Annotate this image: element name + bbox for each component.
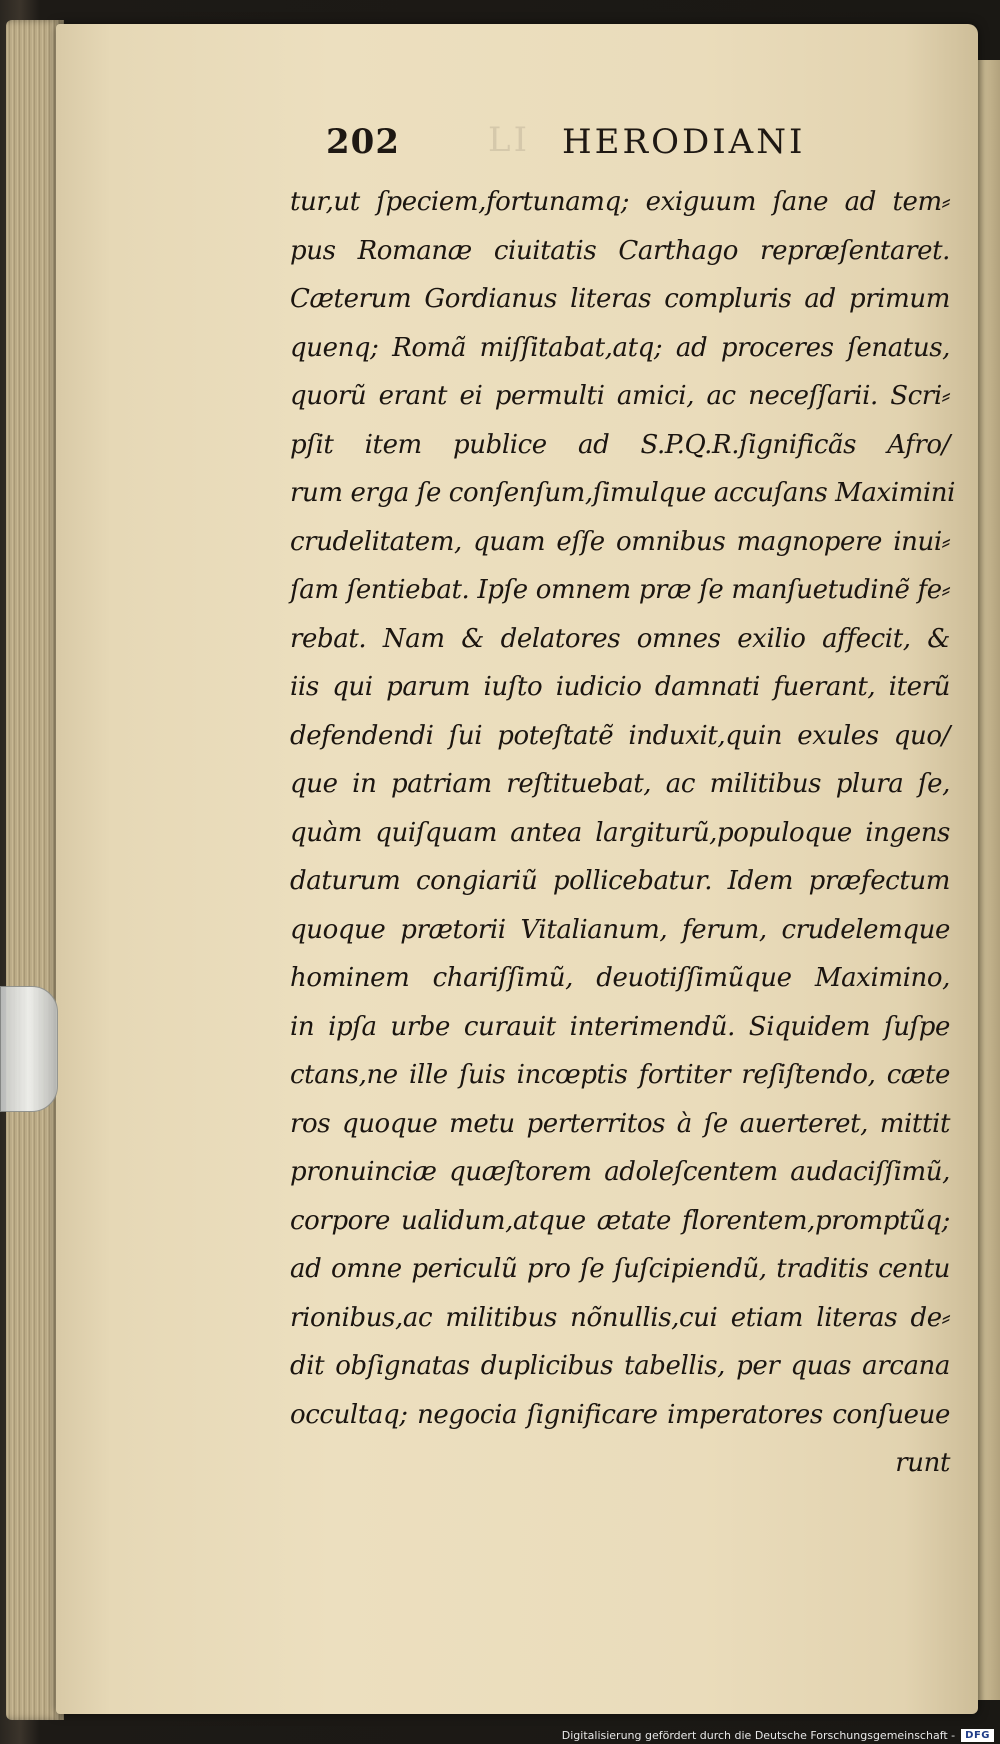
digitization-footer: [562, 1726, 994, 1744]
body-text: [290, 178, 956, 1488]
book-gutter: [975, 60, 1000, 1700]
text-line: defendendi ſui poteſtatẽ induxit,quin exules quo/: [290, 720, 950, 751]
text-line: pronuinciæ quæſtorem adoleſcentem audaciſſimũ,: [290, 1157, 950, 1187]
bleed-through-text: LI: [488, 120, 531, 160]
catchword: runt: [895, 1448, 950, 1478]
text-line: pus Romanæ ciuitatis Carthago repræſentaret.: [290, 235, 950, 266]
dfg-logo-icon: DFG: [961, 1729, 994, 1742]
text-line: hominem chariſſimũ, deuotiſſimũque Maximino,: [290, 963, 950, 993]
footer-credit: Digitalisierung gefördert durch die Deutsche Forschungsgemeinschaft -: [561, 1728, 956, 1742]
text-line: rum erga ſe conſenſum,ſimulque accuſans Maximini: [290, 478, 956, 508]
text-line: que in patriam reſtituebat, ac militibus plura ſe,: [290, 769, 950, 799]
text-line: tur,ut ſpeciem,fortunamq; exiguum ſane ad tem⸗: [290, 187, 950, 217]
page-number: 202: [326, 122, 400, 162]
text-line: quorũ erant ei permulti amici, ac neceſſarii. Scri⸗: [290, 381, 950, 411]
text-line: iis qui parum iuſto iudicio damnati fuerant, iterũ: [290, 672, 950, 702]
text-line: ros quoque metu perterritos à ſe auerteret, mittit: [290, 1108, 950, 1139]
text-line: pſit item publice ad S.P.Q.R.ſignificãs Afro/: [290, 429, 950, 460]
text-line: in ipſa urbe curauit interimendũ. Siquidem ſuſpe: [290, 1011, 950, 1042]
text-line: Cæterum Gordianus literas compluris ad primum: [290, 284, 950, 314]
text-line: quoque prætorii Vitalianum, ferum, crudelemque: [290, 914, 950, 945]
text-line: quàm quiſquam antea largiturũ,populoque ingens: [290, 817, 950, 848]
page-header: [326, 118, 866, 178]
text-line: crudelitatem, quam eſſe omnibus magnopere inui⸗: [290, 526, 950, 557]
text-line: quenq; Romã miſſitabat,atq; ad proceres ſenatus,: [290, 332, 950, 363]
running-head: HERODIANI: [562, 122, 806, 162]
text-line: corpore ualidum,atque ætate florentem,promptũq;: [290, 1205, 950, 1236]
text-line: ſam ſentiebat. Ipſe omnem præ ſe manſuetudinẽ fe⸗: [290, 575, 950, 605]
text-line: ad omne periculũ pro ſe ſuſcipiendũ, traditis centu: [290, 1254, 950, 1284]
text-line: rebat. Nam & delatores omnes exilio affecit, &: [290, 623, 950, 654]
page-clip: [0, 986, 58, 1112]
text-line: daturum congiariũ pollicebatur. Idem præfectum: [290, 866, 950, 896]
text-line: occultaq; negocia ſignificare imperatores conſueue: [290, 1399, 950, 1430]
text-line: dit obſignatas duplicibus tabellis, per quas arcana: [290, 1351, 950, 1381]
text-line: ctans,ne ille ſuis incœptis fortiter reſiſtendo, cæte: [290, 1060, 950, 1090]
text-line: rionibus,ac militibus nõnullis,cui etiam literas de⸗: [290, 1302, 950, 1333]
